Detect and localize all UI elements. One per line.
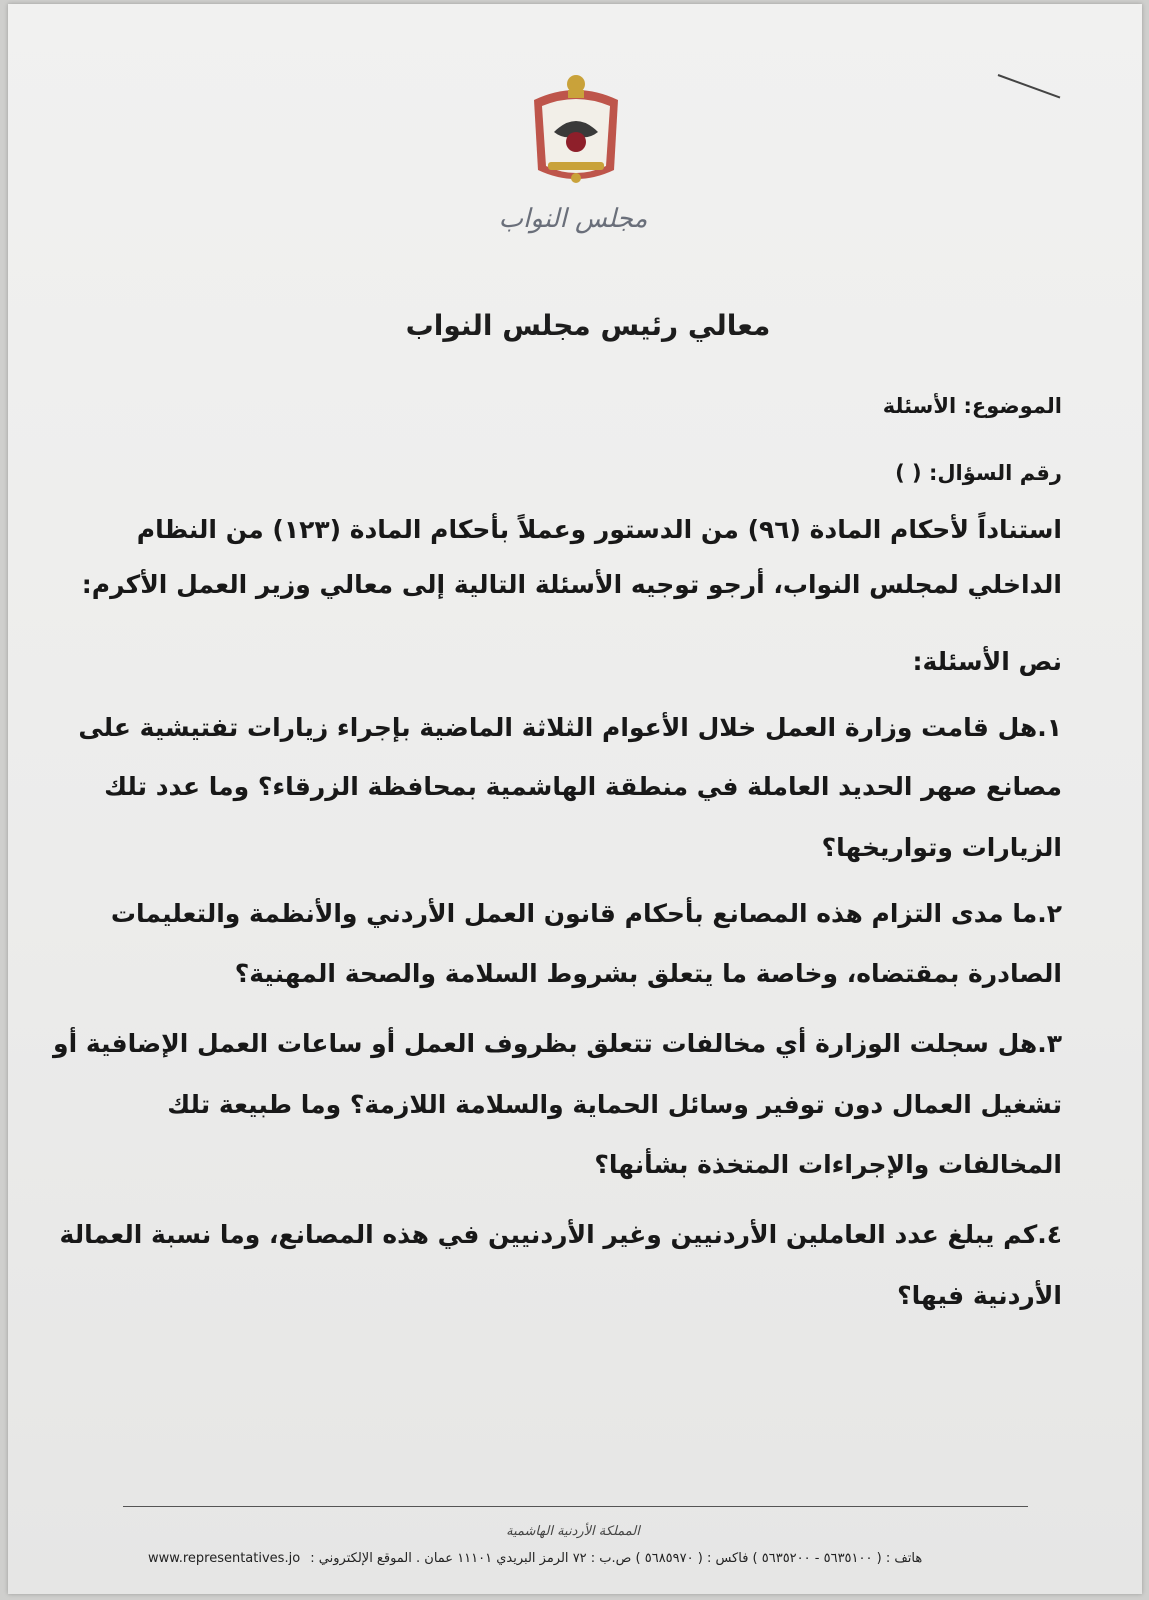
question-3-line-2: تشغيل العمال دون توفير وسائل الحماية والسلامة اللازمة؟ وما طبيعة تلك [167, 1090, 1062, 1119]
pen-mark [998, 74, 1061, 98]
document-page [8, 4, 1142, 1594]
intro-line-1: استناداً لأحكام المادة (٩٦) من الدستور وعملاً بأحكام المادة (١٢٣) من النظام [136, 515, 1062, 544]
footer-divider [123, 1506, 1028, 1507]
question-4-line-2: الأردنية فيها؟ [897, 1281, 1062, 1310]
question-2-line-1: ٢.ما مدى التزام هذه المصانع بأحكام قانون العمل الأردني والأنظمة والتعليمات [110, 899, 1062, 928]
question-2-line-2: الصادرة بمقتضاه، وخاصة ما يتعلق بشروط السلامة والصحة المهنية؟ [234, 959, 1062, 988]
question-1-line-3: الزيارات وتواريخها؟ [821, 833, 1062, 862]
question-1-line-2: مصانع صهر الحديد العاملة في منطقة الهاشمية بمحافظة الزرقاء؟ وما عدد تلك [104, 772, 1062, 801]
question-1-line-1: ١.هل قامت وزارة العمل خلال الأعوام الثلاثة الماضية بإجراء زيارات تفتيشية على [78, 713, 1062, 742]
footer-contact [148, 1551, 998, 1566]
footer-contact-text: هاتف : ( ٥٦٣٥١٠٠ - ٥٦٣٥٢٠٠ ) فاكس : ( ٥٦٨٥٩٧٠ ) ص.ب : ٧٢ الرمز البريدي ١١١٠١ عمان . الموقع الإلكتروني : [310, 1551, 923, 1566]
footer-logo-text: المملكة الأردنية الهاشمية [506, 1524, 640, 1539]
question-number-line: رقم السؤال: ( ) [895, 461, 1062, 485]
coat-of-arms-emblem [528, 70, 624, 188]
council-logo-text: مجلس النواب [498, 204, 648, 234]
questions-heading: نص الأسئلة: [912, 647, 1062, 676]
question-4-line-1: ٤.كم يبلغ عدد العاملين الأردنيين وغير الأردنيين في هذه المصانع، وما نسبة العمالة [59, 1220, 1062, 1249]
intro-line-2: الداخلي لمجلس النواب، أرجو توجيه الأسئلة التالية إلى معالي وزير العمل الأكرم: [81, 570, 1062, 599]
subject-line: الموضوع: الأسئلة [882, 394, 1062, 418]
question-3-line-3: المخالفات والإجراءات المتخذة بشأنها؟ [594, 1150, 1062, 1179]
footer-website: www.representatives.jo [148, 1551, 301, 1566]
letter-title: معالي رئيس مجلس النواب [405, 309, 771, 342]
question-3-line-1: ٣.هل سجلت الوزارة أي مخالفات تتعلق بظروف العمل أو ساعات العمل الإضافية أو [53, 1029, 1062, 1058]
